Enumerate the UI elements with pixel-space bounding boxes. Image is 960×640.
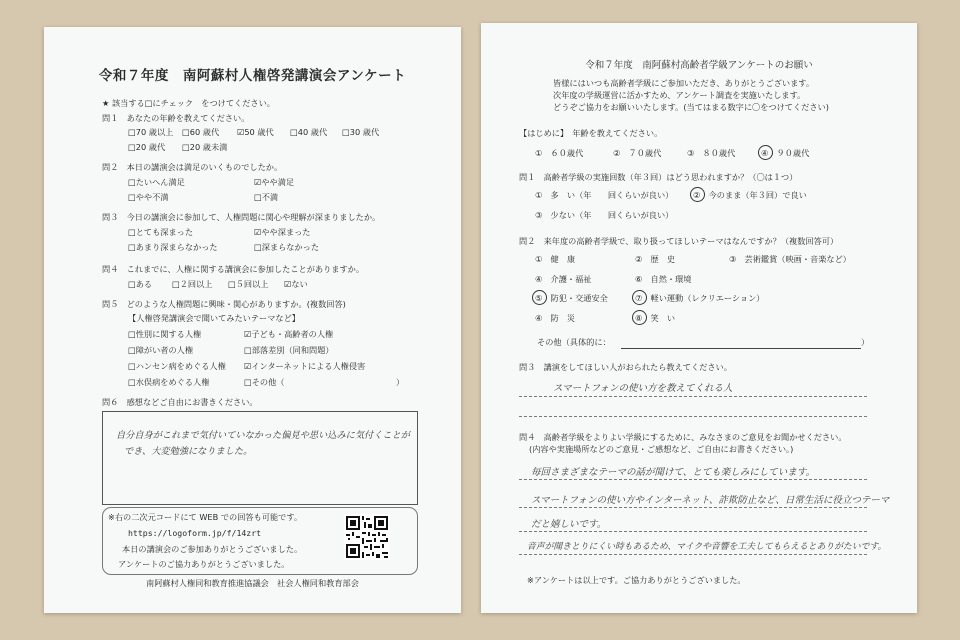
selection-circle xyxy=(532,290,547,305)
q3r-answer: スマートフォンの使い方を教えてくれる人 xyxy=(553,383,733,394)
q2r-other-close: ） xyxy=(861,337,870,347)
left-footer: 南阿蘇村人権同和教育推進協議会 社会人権同和教育部会 xyxy=(146,578,359,588)
right-q4-sub: (内容や実施場所などのご意見・ご感想など、ご自由にお書きください。) xyxy=(529,444,794,454)
qr-code-icon[interactable] xyxy=(344,514,390,560)
left-q3-label: 問３ 今日の講演会に参加して、人権問題に関心や理解が深まりましたか。 xyxy=(102,212,381,222)
right-intro-line: 皆様にはいつも高齢者学級にご参加いただき、ありがとうございます。 xyxy=(553,78,815,88)
q4r-answer-line: 毎回さまざまなテーマの話が聞けて、とても楽しみにしています。 xyxy=(531,467,816,478)
q1-option[interactable]: □40 歳代 xyxy=(290,127,328,137)
right-q3-label: 問３ 講演をしてほしい人がおられたら教えてください。 xyxy=(519,362,732,372)
web-note: ※右の二次元コードにて WEB での回答も可能です。 xyxy=(108,512,303,522)
answer-line xyxy=(519,531,867,532)
q2r-option[interactable]: ② 歴 史 xyxy=(635,254,676,264)
left-q1-label: 問１ あなたの年齢を教えてください。 xyxy=(102,113,250,123)
q2r-option[interactable]: ⑤ 防犯・交通安全 xyxy=(535,293,608,303)
q2r-option[interactable]: ④ 介護・福祉 xyxy=(535,274,592,284)
q1r-option[interactable]: ③ 少ない（年 回くらいが良い） xyxy=(535,210,674,220)
left-intro: ★ 該当する□にチェック をつけてください。 xyxy=(102,98,275,108)
q4-option[interactable]: □ある xyxy=(128,279,153,289)
q1-option[interactable]: ☑50 歳代 xyxy=(237,127,274,137)
q2r-option[interactable]: ④ 防 災 xyxy=(535,313,576,323)
q4-option[interactable]: □２回以上 xyxy=(172,279,213,289)
q1-option[interactable]: □20 歳未満 xyxy=(182,142,228,152)
web-thanks-1: 本日の講演会のご参加ありがとうございました。 xyxy=(122,544,303,554)
q5-option[interactable]: □部落差別（同和問題） xyxy=(244,345,334,355)
q1-option[interactable]: □20 歳代 xyxy=(128,142,166,152)
q3-option[interactable]: □深まらなかった xyxy=(254,242,320,252)
right-q2-label: 問２ 来年度の高齢者学級で、取り扱ってほしいテーマはなんですか？（複数回答可） xyxy=(519,236,839,246)
q3-option[interactable]: □あまり深まらなかった xyxy=(128,242,218,252)
q2-option[interactable]: □たいへん満足 xyxy=(128,177,185,187)
selection-circle xyxy=(632,310,647,325)
q2r-other-line[interactable] xyxy=(621,348,861,349)
q2r-option[interactable]: ⑦ 軽い運動（レクリエーション） xyxy=(635,293,765,303)
right-q4-label: 問４ 高齢者学級をよりよい学級にするために、みなさまのご意見をお聞かせください。 xyxy=(519,432,847,442)
right-end-note: ※アンケートは以上です。ご協力ありがとうございました。 xyxy=(527,575,746,585)
start-option[interactable]: ③ ８０歳代 xyxy=(687,148,736,158)
right-q1-label: 問１ 高齢者学級の実施回数（年３回）はどう思われますか？（〇は１つ） xyxy=(519,172,798,182)
left-title: 令和７年度 南阿蘇村人権啓発講演会アンケート xyxy=(98,68,407,84)
q2-option[interactable]: □不満 xyxy=(254,192,279,202)
right-intro-line: どうぞご協力をお願いいたします。(当てはまる数字に〇をつけてください) xyxy=(553,102,829,112)
q1-option[interactable]: □70 歳以上 xyxy=(128,127,174,137)
selection-circle xyxy=(758,145,773,160)
answer-line xyxy=(519,479,867,480)
q5-option[interactable]: ☑子ども・高齢者の人権 xyxy=(244,329,334,339)
q1r-option[interactable]: ① 多 い（年 回くらいが良い） xyxy=(535,190,674,200)
q4r-answer-line: 音声が聞きとりにくい時もあるため、マイクや音響を工夫してもらえるとありがたいです。 xyxy=(527,542,887,552)
web-url[interactable]: https://logoform.jp/f/14zrt xyxy=(128,528,262,538)
q5-other-close: ） xyxy=(396,377,405,387)
selection-circle xyxy=(690,187,705,202)
q1-option[interactable]: □30 歳代 xyxy=(342,127,380,137)
q6-answer-line: でき、大変勉強になりました。 xyxy=(124,446,253,457)
q5-option-other[interactable]: □その他（ xyxy=(244,377,285,387)
start-option[interactable]: ① ６０歳代 xyxy=(535,148,584,158)
q5-option[interactable]: □性別に関する人権 xyxy=(128,329,202,339)
right-intro-line: 次年度の学級運営に活かすため、アンケート調査を実施いたします。 xyxy=(553,90,806,100)
q6-answer-line: 自分自身がこれまで気付いていなかった偏見や思い込みに気付くことが xyxy=(116,430,410,441)
q2r-option[interactable]: ⑥ 自然・環境 xyxy=(635,274,692,284)
answer-line xyxy=(519,416,867,417)
right-survey-sheet xyxy=(481,23,917,613)
q5-option[interactable]: ☑インターネットによる人権侵害 xyxy=(244,361,366,371)
left-q2-label: 問２ 本日の講演会は満足のいくものでしたか。 xyxy=(102,162,283,172)
q5-option[interactable]: □障がい者の人権 xyxy=(128,345,194,355)
left-survey-sheet xyxy=(44,27,461,613)
answer-line xyxy=(519,554,867,555)
q1-option[interactable]: □60 歳代 xyxy=(182,127,220,137)
left-q6-label: 問６ 感想などご自由にお書きください。 xyxy=(102,397,258,407)
q4-option[interactable]: ☑ない xyxy=(284,279,308,289)
q6-answer-box[interactable] xyxy=(102,411,418,505)
left-q5-sub: 【人権啓発講演会で聞いてみたいテーマなど】 xyxy=(128,313,300,323)
start-option[interactable]: ② ７０歳代 xyxy=(613,148,662,158)
q5-option[interactable]: □水俣病をめぐる人権 xyxy=(128,377,210,387)
q2r-other-label: その他（具体的に： xyxy=(537,337,611,347)
q4-option[interactable]: □５回以上 xyxy=(228,279,269,289)
right-start-label: 【はじめに】 年齢を教えてください。 xyxy=(519,128,663,138)
q2r-option[interactable]: ③ 芸術鑑賞（映画・音楽など） xyxy=(729,254,851,264)
selection-circle xyxy=(632,290,647,305)
answer-line xyxy=(519,396,867,397)
q2-option[interactable]: □やや不満 xyxy=(128,192,169,202)
q2-option[interactable]: ☑やや満足 xyxy=(254,177,295,187)
web-thanks-2: アンケートのご協力ありがとうございました。 xyxy=(118,559,290,569)
q2r-option[interactable]: ① 健 康 xyxy=(535,254,576,264)
q3-option[interactable]: □とても深まった xyxy=(128,227,194,237)
q3-option[interactable]: ☑やや深まった xyxy=(254,227,311,237)
answer-line xyxy=(519,507,867,508)
q4r-answer-line: スマートフォンの使い方やインターネット、詐欺防止など、日常生活に役立つテーマ xyxy=(531,495,890,506)
left-q5-label: 問５ どのような人権問題に興味・関心がありますか。(複数回答) xyxy=(102,299,346,309)
start-option[interactable]: ④ ９０歳代 xyxy=(761,148,810,158)
q1r-option[interactable]: ② 今のまま（年３回）で良い xyxy=(693,190,807,200)
q4r-answer-line: だと嬉しいです。 xyxy=(531,519,607,530)
q5-option[interactable]: □ハンセン病をめぐる人権 xyxy=(128,361,226,371)
right-title: 令和７年度 南阿蘇村高齢者学級アンケートのお願い xyxy=(585,60,813,71)
left-q4-label: 問４ これまでに、人権に関する講演会に参加したことがありますか。 xyxy=(102,264,365,274)
q2r-option[interactable]: ⑧ 笑 い xyxy=(635,313,676,323)
